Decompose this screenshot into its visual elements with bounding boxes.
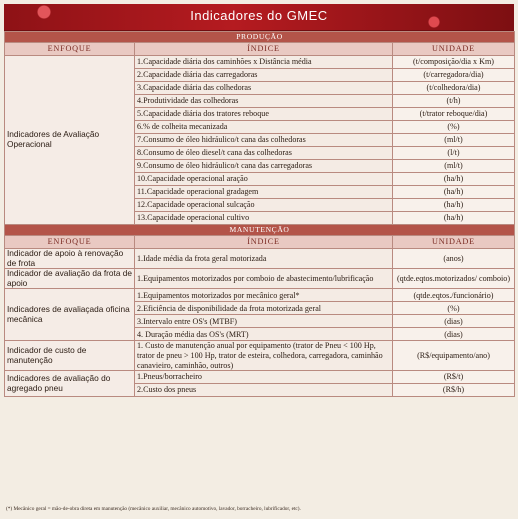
table-row xyxy=(5,269,515,289)
unidade-cell: (t/colhedora/dia) xyxy=(393,82,515,95)
unidade-cell: (dias) xyxy=(393,328,515,341)
column-header-indice: ÍNDICE xyxy=(135,236,393,249)
indice-cell: 2.Eficiência de disponibilidade da frota motorizada geral xyxy=(135,302,393,315)
column-header-indice: ÍNDICE xyxy=(135,43,393,56)
section-label: PRODUÇÃO xyxy=(5,32,515,43)
indice-cell: 6.% de colheita mecanizada xyxy=(135,121,393,134)
unidade-cell: (R$/h) xyxy=(393,384,515,397)
enfoque-cell: Indicador de apoio à renovação de frota xyxy=(5,249,135,269)
indice-cell: 1.Capacidade diária dos caminhões x Distância média xyxy=(135,56,393,69)
indice-cell: 13.Capacidade operacional cultivo xyxy=(135,212,393,225)
table-row xyxy=(5,249,515,269)
unidade-cell: (ha/h) xyxy=(393,173,515,186)
unidade-cell: (R$/t) xyxy=(393,371,515,384)
enfoque-cell: Indicador de avaliação da frota de apoio xyxy=(5,269,135,289)
table-row xyxy=(5,289,515,302)
column-header-unidade: UNIDADE xyxy=(393,43,515,56)
indice-cell: 2.Custo dos pneus xyxy=(135,384,393,397)
column-header-row xyxy=(5,236,515,249)
unidade-cell: (t/h) xyxy=(393,95,515,108)
indice-cell: 10.Capacidade operacional aração xyxy=(135,173,393,186)
indice-cell: 1. Custo de manutenção anual por equipamento (trator de Pneu < 100 Hp, trator de pneu > 100 Hp, trator de esteira, colhedora, carregadora, caminhão canavieiro, caminhão, outros) xyxy=(135,341,393,371)
indice-cell: 5.Capacidade diária dos tratores reboque xyxy=(135,108,393,121)
unidade-cell: (anos) xyxy=(393,249,515,269)
table-row xyxy=(5,56,515,69)
indice-cell: 1.Equipamentos motorizados por mecânico geral* xyxy=(135,289,393,302)
unidade-cell: (%) xyxy=(393,121,515,134)
enfoque-cell: Indicadores de Avaliação Operacional xyxy=(5,56,135,225)
unidade-cell: (ml/t) xyxy=(393,134,515,147)
unidade-cell: (l/t) xyxy=(393,147,515,160)
column-header-enfoque: ENFOQUE xyxy=(5,43,135,56)
indice-cell: 12.Capacidade operacional sulcação xyxy=(135,199,393,212)
indice-cell: 4. Duração média das OS's (MRT) xyxy=(135,328,393,341)
indice-cell: 1.Pneus/borracheiro xyxy=(135,371,393,384)
column-header-row xyxy=(5,43,515,56)
unidade-cell: (R$/equipamento/ano) xyxy=(393,341,515,371)
column-header-unidade: UNIDADE xyxy=(393,236,515,249)
indice-cell: 1.Equipamentos motorizados por comboio de abastecimento/lubrificação xyxy=(135,269,393,289)
unidade-cell: (%) xyxy=(393,302,515,315)
unidade-cell: (qtde.eqtos.motorizados/ comboio) xyxy=(393,269,515,289)
footnote: (*) Mecânico geral = mão-de-obra direta em manutenção (mecânico auxiliar, mecânico automotivo, lavador, borracheiro, lubrificador, etc). xyxy=(6,506,301,512)
section-label: MANUTENÇÃO xyxy=(5,225,515,236)
unidade-cell: (t/composição/dia x Km) xyxy=(393,56,515,69)
unidade-cell: (t/carregadora/dia) xyxy=(393,69,515,82)
table-row xyxy=(5,371,515,384)
indice-cell: 11.Capacidade operacional gradagem xyxy=(135,186,393,199)
table-row xyxy=(5,341,515,371)
title-banner xyxy=(4,4,514,31)
section-header xyxy=(5,32,515,43)
unidade-cell: (dias) xyxy=(393,315,515,328)
section-header xyxy=(5,225,515,236)
unidade-cell: (ha/h) xyxy=(393,212,515,225)
indice-cell: 3.Intervalo entre OS's (MTBF) xyxy=(135,315,393,328)
unidade-cell: (t/trator reboque/dia) xyxy=(393,108,515,121)
indicators-table xyxy=(4,31,515,397)
indice-cell: 1.Idade média da frota geral motorizada xyxy=(135,249,393,269)
page-title: Indicadores do GMEC xyxy=(190,8,328,23)
indice-cell: 7.Consumo de óleo hidráulico/t cana das colhedoras xyxy=(135,134,393,147)
indice-cell: 9.Consumo de óleo hidráulico/t cana das carregadoras xyxy=(135,160,393,173)
indice-cell: 8.Consumo de óleo diesel/t cana das colhedoras xyxy=(135,147,393,160)
unidade-cell: (qtde.eqtos./funcionário) xyxy=(393,289,515,302)
indice-cell: 4.Produtividade das colhedoras xyxy=(135,95,393,108)
unidade-cell: (ha/h) xyxy=(393,186,515,199)
enfoque-cell: Indicadores de avaliaçada oficina mecânica xyxy=(5,289,135,341)
column-header-enfoque: ENFOQUE xyxy=(5,236,135,249)
indice-cell: 2.Capacidade diária das carregadoras xyxy=(135,69,393,82)
unidade-cell: (ha/h) xyxy=(393,199,515,212)
unidade-cell: (ml/t) xyxy=(393,160,515,173)
enfoque-cell: Indicador de custo de manutenção xyxy=(5,341,135,371)
indice-cell: 3.Capacidade diária das colhedoras xyxy=(135,82,393,95)
enfoque-cell: Indicadores de avaliação do agregado pneu xyxy=(5,371,135,397)
